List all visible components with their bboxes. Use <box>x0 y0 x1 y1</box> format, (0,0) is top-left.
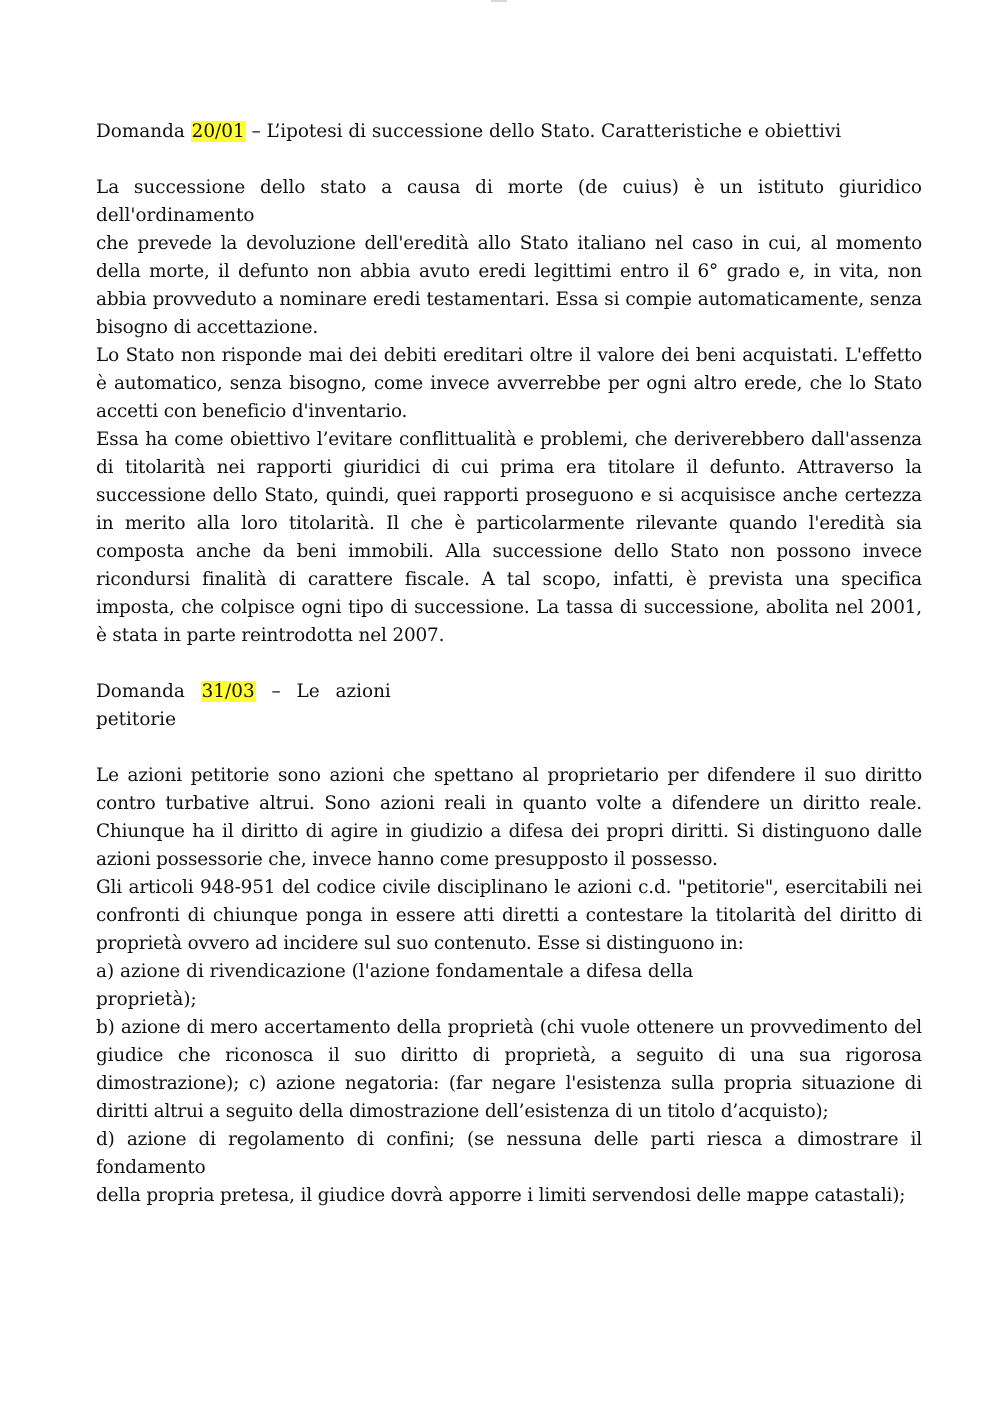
list-item-a: a) azione di rivendicazione (l'azione fondamentale a difesa della <box>96 961 694 982</box>
list-item-d: d) azione di regolamento di confini; (se nessuna delle parti riesca a dimostrare il fondamento <box>96 1129 922 1178</box>
highlighted-date: 20/01 <box>191 121 245 142</box>
section-heading-azioni-petitorie <box>96 678 922 706</box>
section-heading-successione <box>96 118 922 146</box>
spacer <box>96 650 922 678</box>
paragraph: Gli articoli 948-951 del codice civile disciplinano le azioni c.d. "petitorie", esercitabili nei confronti di chiunque ponga in essere atti diretti a contestare la titolarità del diritto di proprietà ovvero ad incidere sul suo contenuto. Esse si distinguono in: <box>96 877 922 954</box>
list-item-d-continuation: della propria pretesa, il giudice dovrà apporre i limiti servendosi delle mappe catastali); <box>96 1185 906 1206</box>
heading-prefix: Domanda <box>96 121 191 142</box>
highlighted-date: 31/03 <box>201 681 255 702</box>
spacer <box>96 146 922 174</box>
heading-title: – L’ipotesi di successione dello Stato. Caratteristiche e obiettivi <box>245 121 842 142</box>
paragraph: che prevede la devoluzione dell'eredità allo Stato italiano nel caso in cui, al momento della morte, il defunto non abbia avuto eredi legittimi entro il 6° grado e, in vita, non abbia provveduto a nominare eredi testamentari. Essa si compie automaticamente, senza bisogno di accettazione. <box>96 233 922 338</box>
heading-continuation: petitorie <box>96 709 176 730</box>
heading-prefix: Domanda <box>96 681 201 702</box>
list-item-a-continuation: proprietà); <box>96 989 197 1010</box>
document-page <box>96 118 922 1210</box>
heading-title: – Le azioni <box>255 681 391 702</box>
paragraph: La successione dello stato a causa di morte (de cuius) è un istituto giuridico dell'ordinamento <box>96 177 922 226</box>
paragraph: Essa ha come obiettivo l’evitare conflittualità e problemi, che deriverebbero dall'assenza di titolarità nei rapporti giuridici di cui prima era titolare il defunto. Attraverso la successione dello Stato, quindi, quei rapporti proseguono e si acquisisce anche certezza in merito alla loro titolarità. Il che è particolarmente rilevante quando l'eredità sia composta anche da beni immobili. Alla successione dello Stato non possono invece ricondursi finalità di carattere fiscale. A tal scopo, infatti, è prevista una specifica imposta, che colpisce ogni tipo di successione. La tassa di successione, abolita nel 2001, è stata in parte reintrodotta nel 2007. <box>96 429 922 646</box>
list-item-b: b) azione di mero accertamento della proprietà (chi vuole ottenere un provvedimento del giudice che riconosca il suo diritto di proprietà, a seguito di una sua rigorosa dimostrazione); c) azione negatoria: (far negare l'esistenza sulla propria situazione di diritti altrui a seguito della dimostrazione dell’esistenza di un titolo d’acquisto); <box>96 1017 922 1122</box>
page-header-mark <box>491 0 507 2</box>
paragraph: Le azioni petitorie sono azioni che spettano al proprietario per difendere il suo diritto contro turbative altrui. Sono azioni reali in quanto volte a difendere un diritto reale. Chiunque ha il diritto di agire in giudizio a difesa dei propri diritti. Si distinguono dalle azioni possessorie che, invece hanno come presupposto il possesso. <box>96 765 922 870</box>
spacer <box>96 734 922 762</box>
paragraph: Lo Stato non risponde mai dei debiti ereditari oltre il valore dei beni acquistati. L'effetto è automatico, senza bisogno, come invece avverrebbe per ogni altro erede, che lo Stato accetti con beneficio d'inventario. <box>96 345 922 422</box>
